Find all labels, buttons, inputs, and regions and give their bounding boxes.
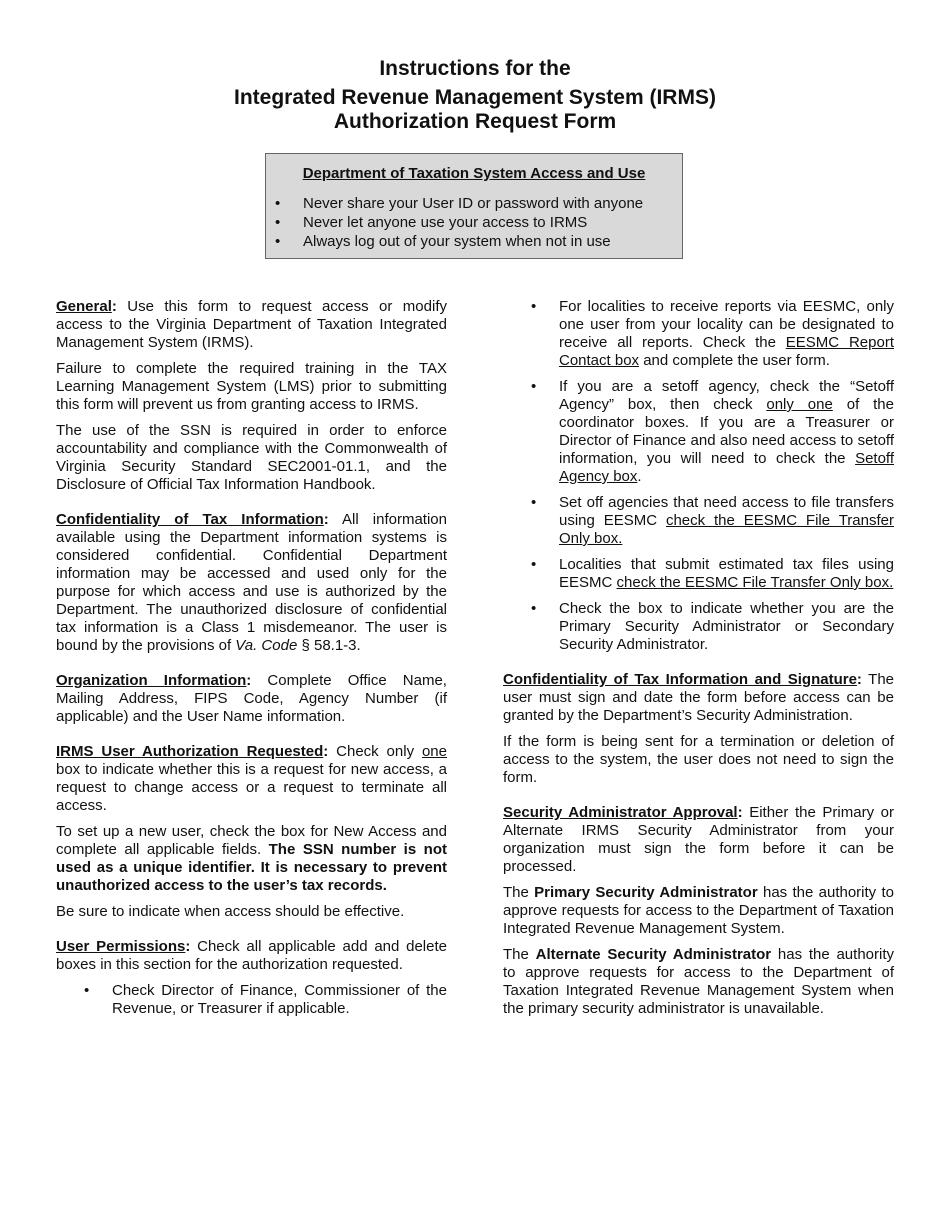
title-line-1: Instructions for the — [379, 57, 571, 80]
primary-admin-term: Primary Security Administrator — [534, 884, 758, 901]
access-notice-item: • Never share your User ID or password with anyone — [266, 194, 643, 213]
colon: : — [185, 938, 191, 955]
permissions-label: User Permissions — [56, 938, 186, 955]
bullet-text: Set off agencies that need access to file transfers using EESMC — [559, 494, 894, 529]
code-section: § 58.1-3. — [297, 637, 361, 654]
authorization-text: Check only — [328, 743, 422, 760]
authorization-paragraph — [56, 743, 447, 815]
approval-label: Security Administrator Approval — [503, 804, 738, 821]
authorization-text: box to indicate whether this is a request for new access, a request to change access or a request to terminate all access. — [56, 761, 447, 814]
approval-text: Either the Primary or Alternate IRMS Security Administrator from your organization must sign the form before it can be processed. — [503, 804, 894, 875]
approval-paragraph — [503, 804, 894, 876]
ssn-warning: The SSN number is not used as a unique identifier. It is necessary to prevent unauthorized access to the user’s tax records. — [56, 841, 448, 894]
access-notice-item: • Never let anyone use your access to IRMS — [266, 213, 643, 232]
article: The — [503, 884, 535, 901]
title-line-2: Integrated Revenue Management System (IRMS) — [234, 86, 716, 109]
one-emphasis: one — [421, 743, 447, 760]
organization-label: Organization Information — [56, 672, 247, 689]
right-column — [503, 298, 894, 1026]
colon: : — [246, 672, 252, 689]
colon: : — [111, 298, 117, 315]
organization-text: Complete Office Name, Mailing Address, FIPS Code, Agency Number (if applicable) and the User Name information. — [56, 672, 447, 725]
colon: : — [323, 511, 329, 528]
signature-text: The user must sign and date the form before access can be granted by the Department’s Security Administration. — [503, 671, 895, 724]
new-user-paragraph — [56, 823, 447, 895]
primary-admin-paragraph — [503, 884, 894, 938]
file-transfer-box-ref: check the EESMC File Transfer Only box. — [559, 512, 894, 547]
permissions-paragraph — [56, 938, 447, 974]
primary-admin-text: has the authority to approve requests for access to the Department of Taxation Integrated Revenue Management System. — [503, 884, 895, 937]
bullet-text: Localities that submit estimated tax files using EESMC — [559, 556, 894, 591]
file-transfer-box-ref: check the EESMC File Transfer Only box. — [616, 574, 894, 591]
setoff-agency-box-ref: Setoff Agency box — [559, 450, 894, 485]
termination-paragraph: If the form is being sent for a termination or deletion of access to the system, the user does not need to sign the form. — [503, 733, 894, 786]
access-notice-box — [265, 153, 683, 259]
confidentiality-paragraph — [56, 511, 447, 655]
authorization-label: IRMS User Authorization Requested — [56, 743, 324, 760]
ssn-paragraph: The use of the SSN is required in order to enforce accountability and compliance with the Commonwealth of Virginia Security Standard SEC2001-01.1, and the Disclosure of Official Tax Information Handbook. — [56, 422, 447, 493]
permission-bullet: • Check Director of Finance, Commissioner of the Revenue, or Treasurer if applicable. — [112, 982, 447, 1018]
permissions-text: Check all applicable add and delete boxes in this section for the authorization requested. — [56, 938, 447, 973]
eesmc-report-contact-box-ref: EESMC Report Contact box — [559, 334, 894, 369]
bullet-text: and complete the user form. — [639, 352, 830, 369]
new-user-text: To set up a new user, check the box for New Access and complete all applicable fields. — [56, 823, 447, 858]
eesmc-report-bullet — [559, 298, 894, 370]
access-notice-heading: Department of Taxation System Access and Use — [302, 165, 646, 182]
alternate-admin-paragraph — [503, 946, 894, 1018]
bullet-text: If you are a setoff agency, check the “Setoff Agency” box, then check — [559, 378, 894, 413]
general-text: Use this form to request access or modify access to the Virginia Department of Taxation Integrated Management System (IRMS). — [56, 298, 447, 351]
training-paragraph: Failure to complete the required training in the TAX Learning Management System (LMS) prior to submitting this form will prevent us from granting access to IRMS. — [56, 360, 447, 413]
estimated-tax-bullet — [559, 556, 894, 592]
only-one-emphasis: only one — [766, 396, 833, 413]
code-citation: Va. Code — [235, 637, 298, 654]
effective-paragraph: Be sure to indicate when access should be effective. — [56, 903, 405, 920]
signature-paragraph — [503, 671, 894, 725]
colon: : — [323, 743, 329, 760]
setoff-agency-bullet — [559, 378, 894, 486]
access-notice-list — [266, 194, 643, 251]
access-notice-item: • Always log out of your system when not in use — [266, 232, 643, 251]
bullet-text: . — [637, 468, 642, 485]
left-column — [56, 298, 447, 1026]
title-line-3: Authorization Request Form — [333, 110, 617, 133]
signature-label: Confidentiality of Tax Information and Signature — [503, 671, 857, 688]
file-transfer-bullet — [559, 494, 894, 548]
confidentiality-label: Confidentiality of Tax Information — [56, 511, 324, 528]
organization-paragraph — [56, 672, 447, 726]
alternate-admin-text: has the authority to approve requests for access to the Department of Taxation Integrated Revenue Management System when the primary security administrator is unavailable. — [503, 946, 894, 1017]
general-label: General — [56, 298, 112, 315]
confidentiality-text: All information available using the Department information systems is considered confidential. Confidential Department information may be accessed and used only for the purpose for which access and use is authorized by the Department. The unauthorized disclosure of confidential tax information is a Class 1 misdemeanor. The user is bound by the provisions of — [56, 511, 447, 654]
bullet-text: of the coordinator boxes. If you are a Treasurer or Director of Finance and also need access to setoff information, you will need to check the — [559, 396, 894, 467]
general-paragraph — [56, 298, 447, 352]
colon: : — [856, 671, 862, 688]
bullet-text: For localities to receive reports via EESMC, only one user from your locality can be designated to receive all reports. Check the — [559, 298, 894, 351]
security-admin-bullet: • Check the box to indicate whether you are the Primary Security Administrator or Secondary Security Administrator. — [559, 600, 894, 654]
colon: : — [737, 804, 743, 821]
alternate-admin-term: Alternate Security Administrator — [535, 946, 772, 963]
article: The — [503, 946, 536, 963]
